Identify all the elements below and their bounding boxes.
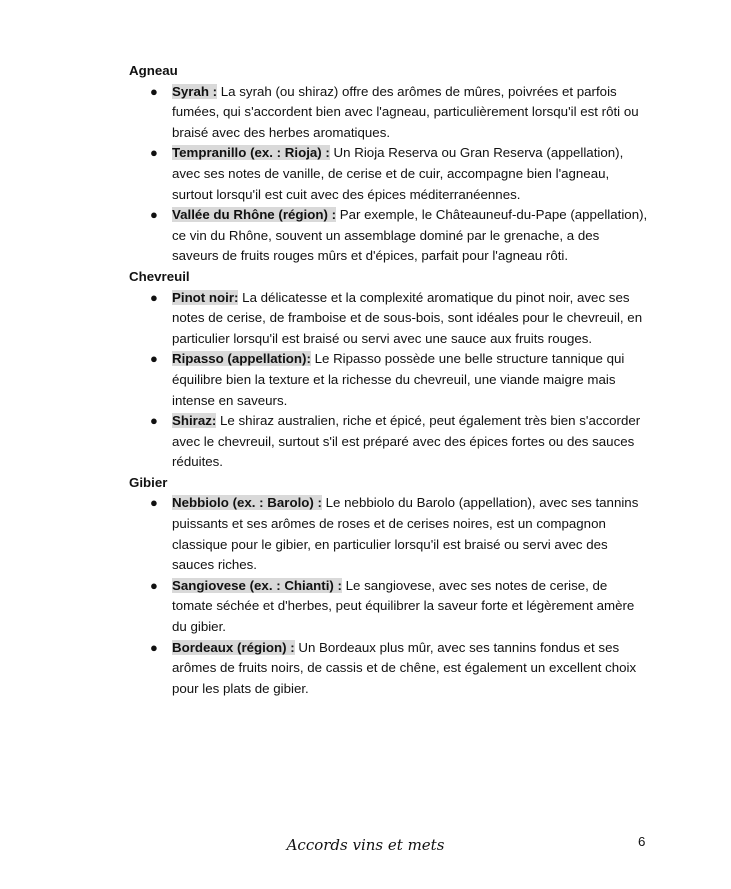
section-gibier bbox=[129, 473, 649, 700]
wine-term: Ripasso (appellation): bbox=[172, 351, 311, 367]
section-title: Chevreuil bbox=[129, 268, 190, 284]
wine-description: Le nebbiolo du Barolo (appellation), avec ses tannins puissants et ses arômes de roses et de cerises noires, est un compagnon classique pour le gibier, en particulier lorsqu'il est braisé ou servi avec des sauces riches. bbox=[172, 495, 639, 573]
wine-term: Pinot noir: bbox=[172, 289, 239, 305]
list-item bbox=[129, 82, 649, 144]
bullet-icon: ● bbox=[150, 207, 158, 223]
document-body bbox=[129, 61, 649, 699]
wine-term: Syrah : bbox=[172, 83, 218, 99]
wine-description: Un Bordeaux plus mûr, avec ses tannins fondus et ses arômes de fruits noirs, de cassis et de chêne, est également un excellent choix pour les plats de gibier. bbox=[172, 639, 637, 696]
bullet-icon: ● bbox=[150, 413, 158, 429]
list-item bbox=[129, 638, 649, 700]
page-number: 6 bbox=[638, 834, 646, 849]
bullet-icon: ● bbox=[150, 577, 158, 593]
wine-description: La délicatesse et la complexité aromatique du pinot noir, avec ses notes de cerise, de framboise et de sous-bois, sont idéales pour le chevreuil, en particulier lorsqu'il est braisé ou servi avec une sauce aux fruits rouges. bbox=[172, 289, 643, 346]
list-item bbox=[129, 576, 649, 638]
bullet-icon: ● bbox=[150, 495, 158, 511]
wine-term: Shiraz: bbox=[172, 413, 217, 429]
wine-description: Le Ripasso possède une belle structure tannique qui équilibre bien la texture et la richesse du chevreuil, une viande maigre mais intense en saveurs. bbox=[172, 351, 625, 408]
wine-term: Nebbiolo (ex. : Barolo) : bbox=[172, 495, 322, 511]
list-item bbox=[129, 411, 649, 473]
list-item bbox=[129, 205, 649, 267]
list-item bbox=[129, 349, 649, 411]
list-item bbox=[129, 143, 649, 205]
wine-description: Le sangiovese, avec ses notes de cerise, de tomate séchée et d'herbes, peut équilibrer la saveur forte et légèrement amère du gibier. bbox=[172, 577, 635, 635]
wine-description: Par exemple, le Châteauneuf-du-Pape (appellation), ce vin du Rhône, souvent un assemblage dominé par le grenache, a des saveurs de fruits rouges mûrs et d'épices, parfait pour l'agneau rôti. bbox=[172, 207, 648, 264]
bullet-icon: ● bbox=[150, 351, 158, 367]
wine-description: Le shiraz australien, riche et épicé, peut également très bien s'accorder avec le chevreuil, surtout s'il est préparé avec des épices fortes ou des sauces réduites. bbox=[172, 413, 641, 470]
bullet-icon: ● bbox=[150, 639, 158, 655]
wine-term: Sangiovese (ex. : Chianti) : bbox=[172, 577, 342, 593]
section-chevreuil bbox=[129, 267, 649, 473]
wine-description: Un Rioja Reserva ou Gran Reserva (appellation), avec ses notes de vanille, de cerise et de cuir, accompagne bien l'agneau, surtout lorsqu'il est cuit avec des épices méditerranéennes. bbox=[172, 145, 624, 202]
wine-term: Bordeaux (région) : bbox=[172, 639, 295, 655]
wine-term: Vallée du Rhône (région) : bbox=[172, 207, 337, 223]
wine-description: La syrah (ou shiraz) offre des arômes de mûres, poivrées et parfois fumées, qui s'accordent bien avec l'agneau, particulièrement lorsqu'il est rôti ou braisé avec des herbes aromatiques. bbox=[172, 83, 639, 140]
section-title: Agneau bbox=[129, 63, 178, 78]
wine-list bbox=[129, 493, 649, 699]
section-title: Gibier bbox=[129, 474, 168, 490]
list-item bbox=[129, 493, 649, 575]
bullet-icon: ● bbox=[150, 145, 158, 161]
wine-term: Tempranillo (ex. : Rioja) : bbox=[172, 145, 330, 161]
list-item bbox=[129, 288, 649, 350]
section-agneau bbox=[129, 61, 649, 267]
wine-list bbox=[129, 288, 649, 473]
bullet-icon: ● bbox=[150, 289, 158, 305]
footer-title: Accords vins et mets bbox=[286, 836, 445, 854]
bullet-icon: ● bbox=[150, 83, 158, 99]
wine-list bbox=[129, 82, 649, 267]
